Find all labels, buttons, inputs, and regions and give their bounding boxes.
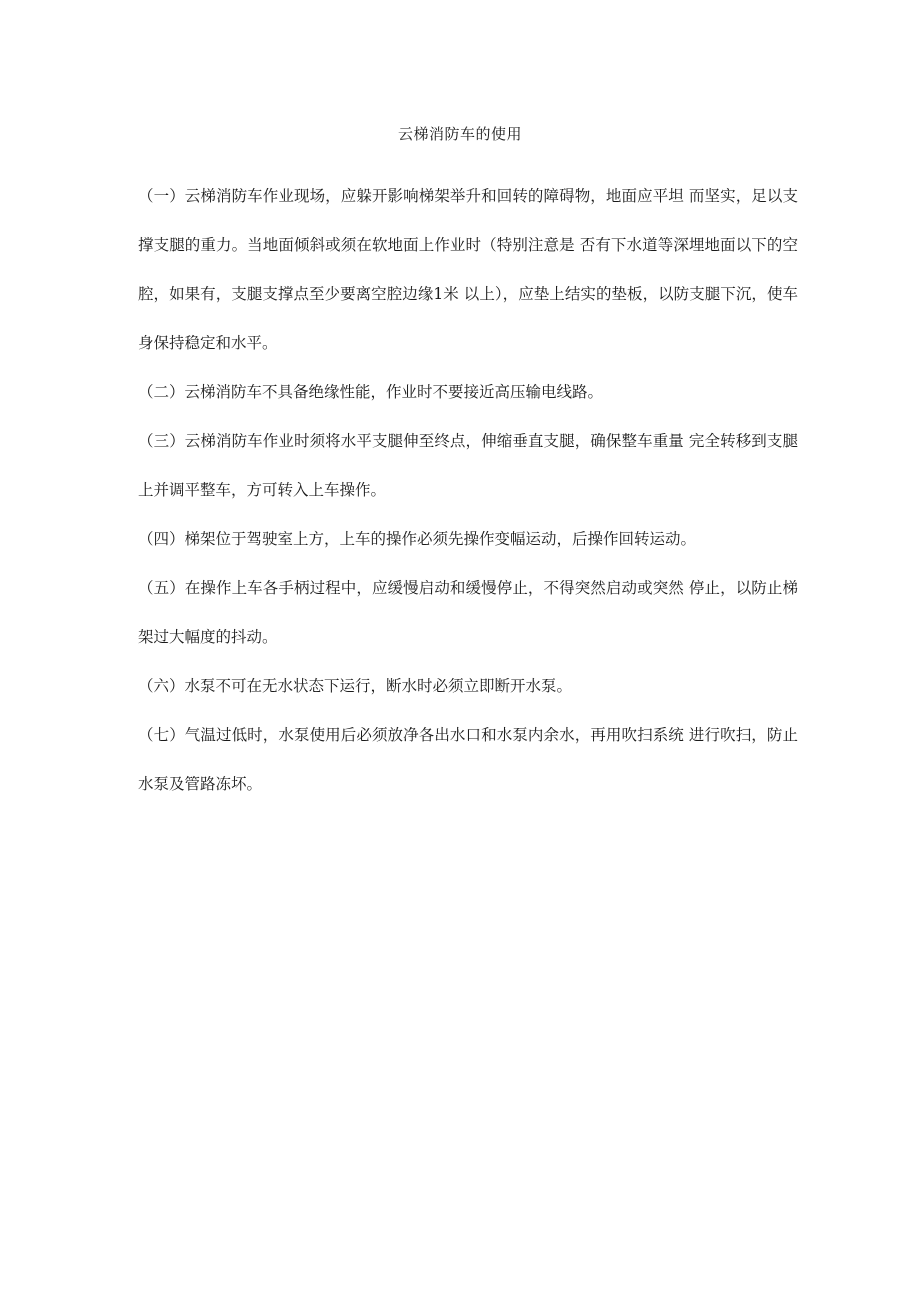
paragraph-3: （三）云梯消防车作业时须将水平支腿伸至终点，伸缩垂直支腿，确保整车重量 完全转移到支腿上并调平整车，方可转入上车操作。 [138, 432, 798, 499]
paragraph-6: （六）水泵不可在无水状态下运行，断水时必须立即断开水泵。 [138, 677, 573, 695]
document-title: 云梯消防车的使用 [397, 125, 522, 143]
paragraph-5: （五）在操作上车各手柄过程中，应缓慢启动和缓慢停止，不得突然启动或突然 停止，以防止梯架过大幅度的抖动。 [138, 579, 798, 646]
document-body [138, 172, 798, 809]
paragraph-1: （一）云梯消防车作业现场，应躲开影响梯架举升和回转的障碍物，地面应平坦 而坚实，足以支撑支腿的重力。当地面倾斜或须在软地面上作业时（特别注意是 否有下水道等深埋地面以下的空腔，如果有，支腿支撑点至少要离空腔边缘1米 以上），应垫上结实的垫板，以防支腿下沉，使车身保持稳定和水平。 [138, 187, 798, 352]
paragraph-2: （二）云梯消防车不具备绝缘性能，作业时不要接近高压输电线路。 [138, 383, 604, 401]
paragraph-7: （七）气温过低时，水泵使用后必须放净各出水口和水泵内余水，再用吹扫系统 进行吹扫，防止水泵及管路冻坏。 [138, 726, 798, 793]
paragraph-4: （四）梯架位于驾驶室上方，上车的操作必须先操作变幅运动，后操作回转运动。 [138, 530, 697, 548]
